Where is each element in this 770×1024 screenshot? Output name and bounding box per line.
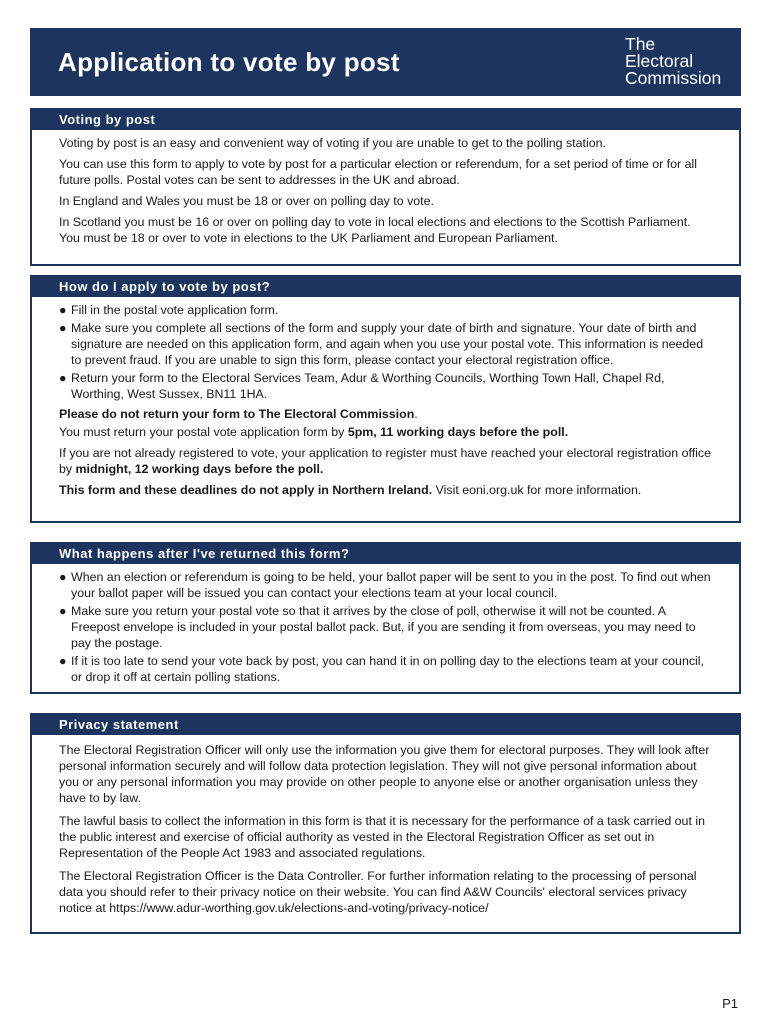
list-item: ● Fill in the postal vote application form.	[59, 303, 279, 317]
logo-line-1: The	[625, 34, 656, 54]
paragraph: You can use this form to apply to vote by post for a particular election or referendum, for a set period of time or for all future polls. Postal votes can be sent to addresses in the UK and abroad.	[59, 157, 697, 187]
bullet-icon: ●	[59, 654, 67, 668]
bullet-list	[59, 569, 712, 685]
section-content	[32, 564, 739, 685]
list-item: ● Return your form to the Electoral Services Team, Adur & Worthing Councils, Worthing Town Hall, Chapel Rd, Worthing, West Sussex, BN11 1HA.	[59, 371, 665, 401]
bullet-list	[59, 302, 712, 402]
list-item: ● If it is too late to send your vote back by post, you can hand it in on polling day to the elections team at your council, or drop it off at certain polling stations.	[59, 654, 704, 684]
section-heading: What happens after I've returned this form?	[32, 544, 739, 564]
section-how-to-apply	[30, 275, 741, 523]
electoral-commission-logo	[625, 36, 721, 87]
bullet-icon: ●	[59, 371, 67, 385]
paragraph: In Scotland you must be 16 or over on polling day to vote in local elections and elections to the Scottish Parliament. You must be 18 or over to vote in elections to the UK Parliament and European Parliament.	[59, 215, 691, 245]
section-content	[32, 130, 739, 246]
bullet-icon: ●	[59, 604, 67, 618]
paragraph: Voting by post is an easy and convenient way of voting if you are unable to get to the polling station.	[59, 136, 606, 150]
bullet-icon: ●	[59, 303, 67, 317]
list-item: ● When an election or referendum is going to be held, your ballot paper will be sent to you in the post. To find out when your ballot paper will be issued you can contact your elections team at your local council.	[59, 570, 711, 600]
section-voting-by-post	[30, 108, 741, 266]
list-item: ● Make sure you complete all sections of the form and supply your date of birth and signature. Your date of birth and signature are needed on this application form, and again when you use your postal vote. This information is needed to prevent fraud. If you are unable to sign this form, please contact your electoral registration office.	[59, 321, 704, 367]
section-after-returning	[30, 542, 741, 694]
list-item: ● Make sure you return your postal vote so that it arrives by the close of poll, otherwise it will not be counted. A Freepost envelope is included in your postal ballot pack. But, if you are sending it from overseas, you may need to pay the postage.	[59, 604, 696, 650]
logo-line-3: Commission	[625, 68, 722, 88]
paragraph: In England and Wales you must be 18 or over on polling day to vote.	[59, 194, 434, 208]
logo-line-2: Electoral	[625, 51, 694, 71]
section-privacy-statement	[30, 713, 741, 934]
section-heading: How do I apply to vote by post?	[32, 277, 739, 297]
paragraph: If you are not already registered to vote, your application to register must have reached your electoral registration office by midnight, 12 working days before the poll.	[59, 446, 712, 476]
paragraph: The lawful basis to collect the information in this form is that it is necessary for the performance of a task carried out in the public interest and exercise of official authority as vested in the Electoral Registration Officer as set out in Representation of the People Act 1983 and associated regulations.	[59, 814, 705, 860]
paragraph: This form and these deadlines do not apply in Northern Ireland. Visit eoni.org.uk for more information.	[59, 483, 642, 497]
header-banner	[30, 28, 741, 96]
section-content	[32, 297, 739, 498]
section-heading: Voting by post	[32, 110, 739, 130]
paragraph: Please do not return your form to The Electoral Commission.	[59, 407, 418, 421]
paragraph: You must return your postal vote application form by 5pm, 11 working days before the poll.	[59, 425, 569, 439]
paragraph: The Electoral Registration Officer is the Data Controller. For further information relating to the processing of personal data you should refer to their privacy notice on their website. You can find A&W Councils' electoral services privacy notice at https://www.adur-worthing.gov.uk/elections-and-voting/privacy-notice/	[59, 869, 697, 915]
section-content	[32, 735, 739, 916]
bullet-icon: ●	[59, 570, 67, 584]
paragraph: The Electoral Registration Officer will only use the information you give them for electoral purposes. They will look after personal information securely and will follow data protection legislation. They will not give personal information about you or any personal information you may provide on other people to anyone else or another organisation unless they have to by law.	[59, 743, 710, 805]
section-heading: Privacy statement	[32, 715, 739, 735]
page-title: Application to vote by post	[58, 47, 400, 77]
page-number: P1	[722, 996, 738, 1011]
bullet-icon: ●	[59, 321, 67, 335]
